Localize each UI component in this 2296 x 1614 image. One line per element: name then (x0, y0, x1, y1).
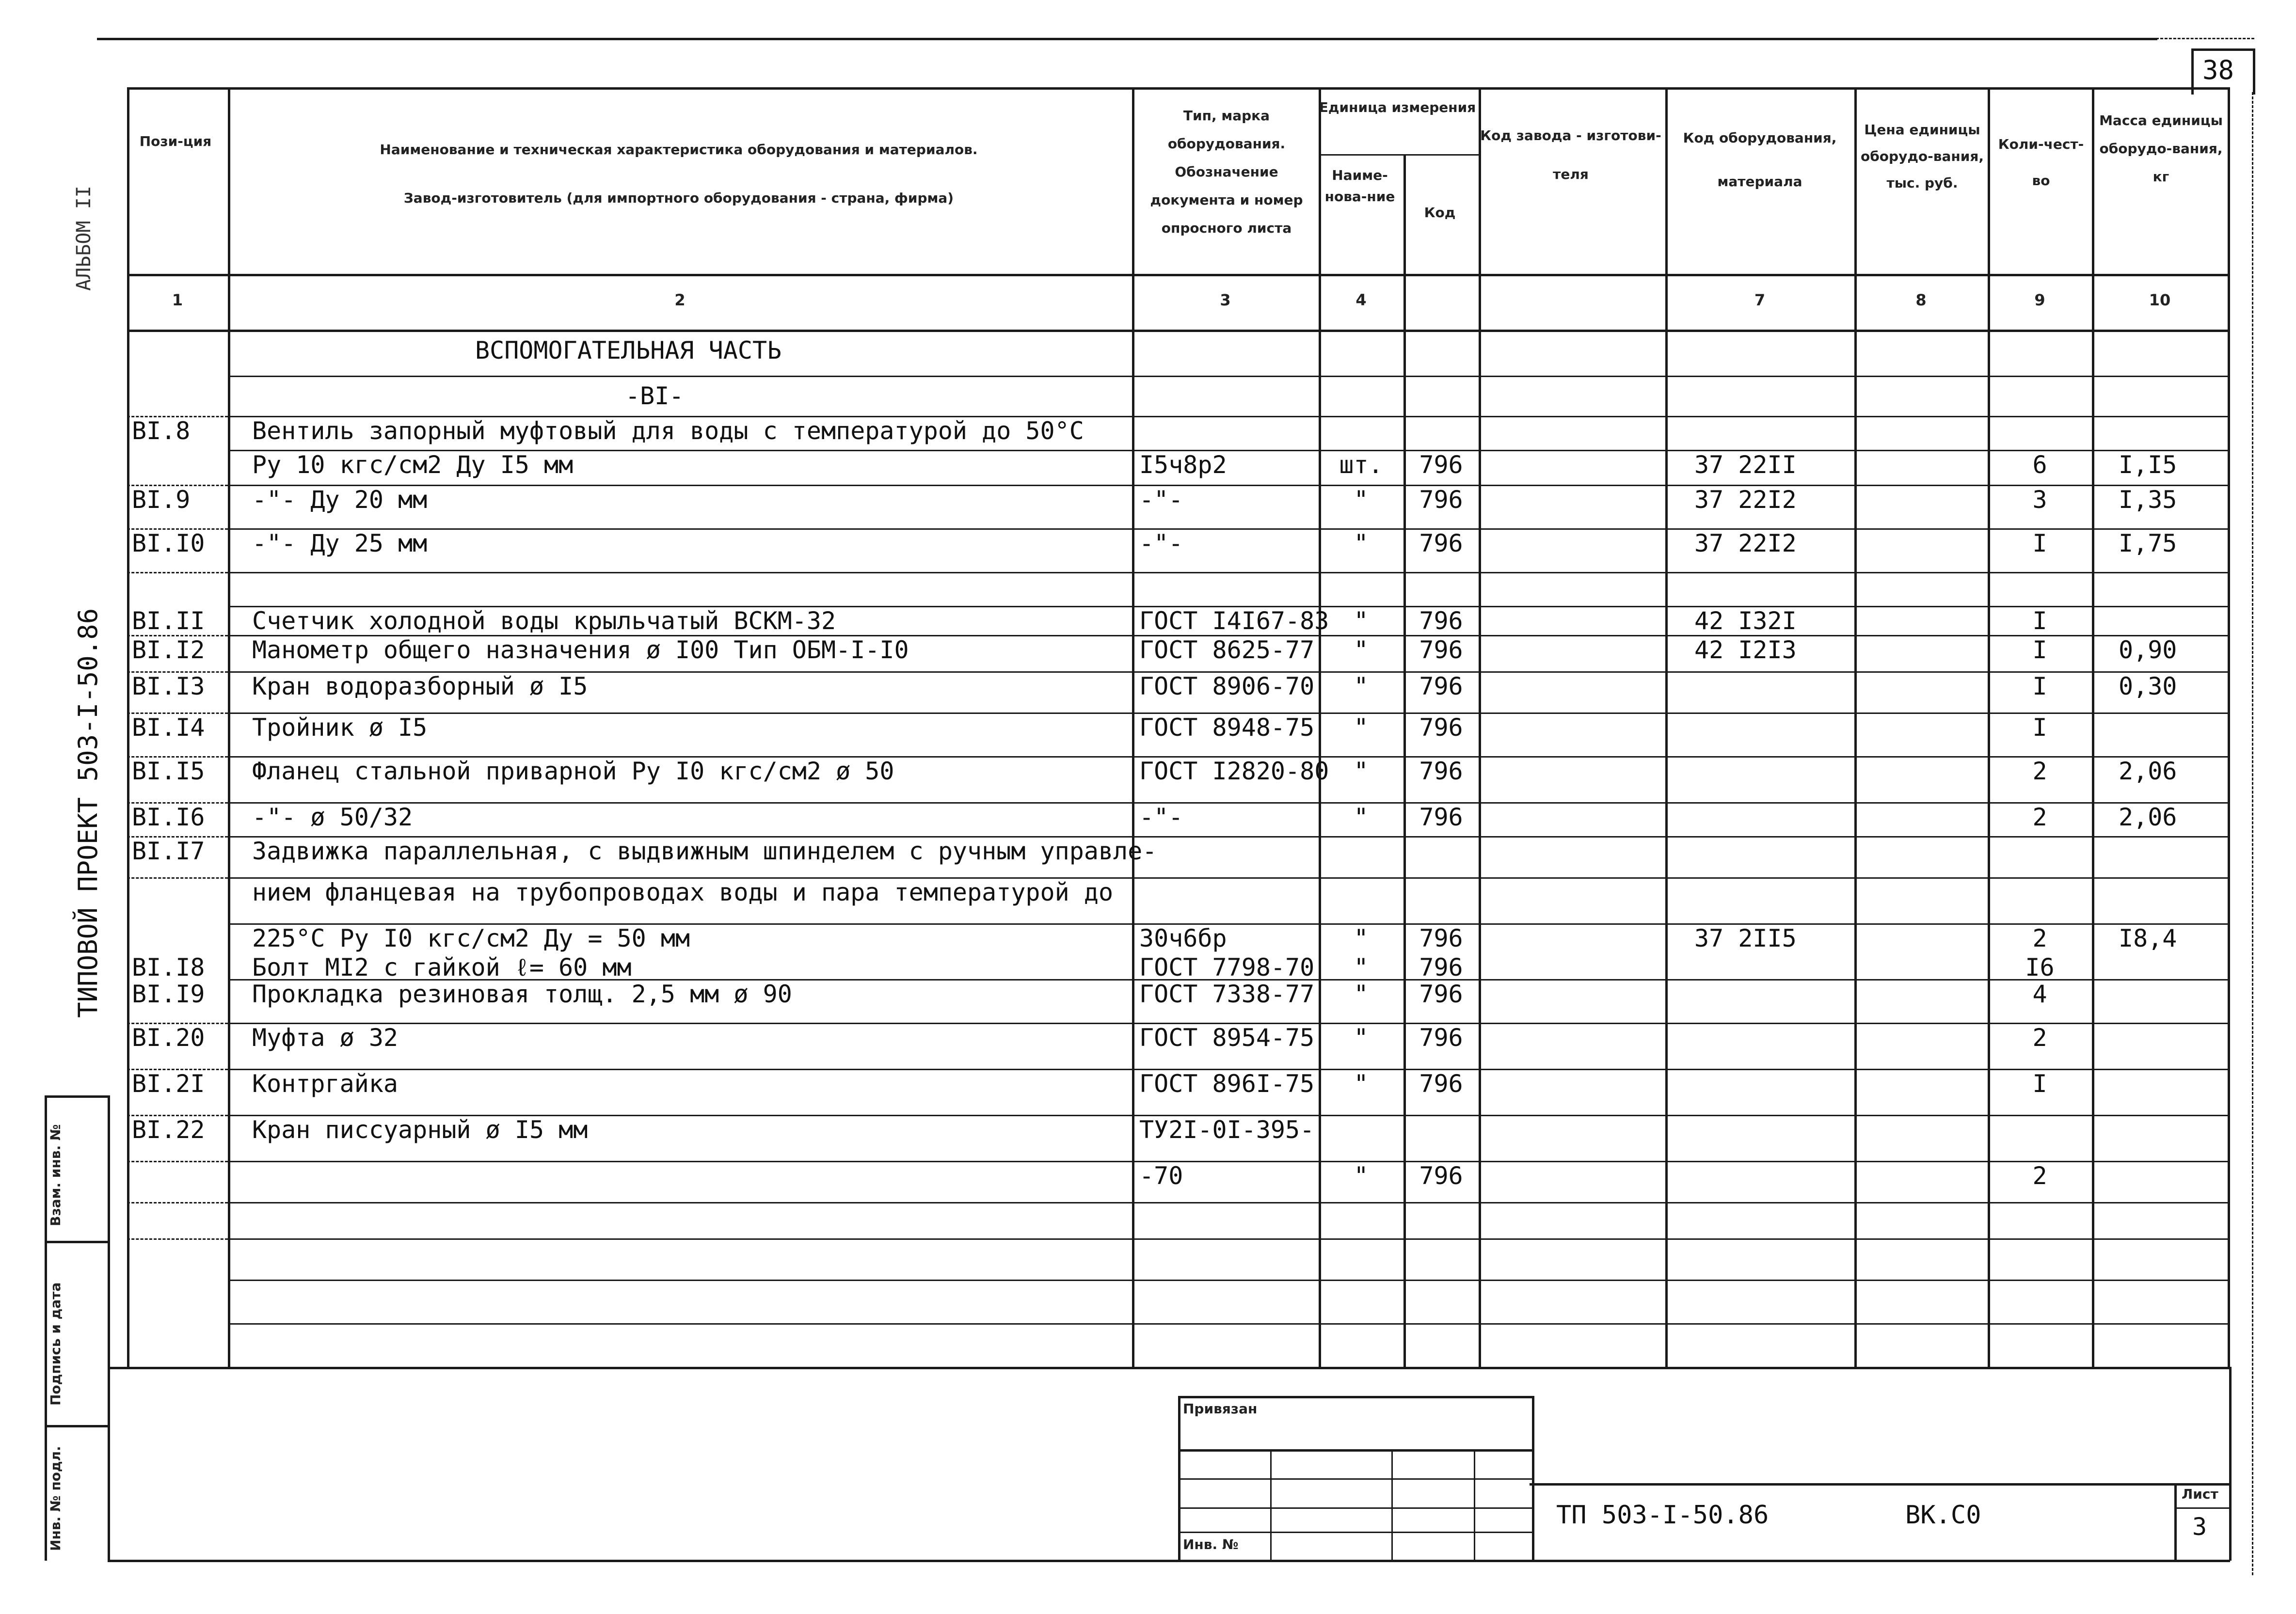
side-strip-left (45, 1095, 47, 1561)
position-cell: ВI.22 (132, 1116, 205, 1144)
document-mark: ВК.С0 (1905, 1501, 1981, 1530)
unit-cell: " (1354, 486, 1369, 514)
side-label-podpis: Подпись и дата (48, 1282, 64, 1406)
unit-cell: " (1354, 1162, 1369, 1190)
type-cell: ГОСТ I2820-80 (1139, 757, 1329, 785)
unit-code-cell: 796 (1419, 486, 1463, 514)
unit-code-cell: 796 (1419, 607, 1463, 635)
name-cell: Тройник ø I5 (252, 713, 428, 742)
name-cell: -"- ø 50/32 (252, 803, 413, 831)
unit-group-divider (1319, 154, 1479, 156)
row-border (228, 485, 2229, 486)
priv-line-3 (1178, 1507, 1532, 1509)
column-number: 4 (1355, 291, 1367, 309)
header-unit-name: Наиме-нова-ние (1324, 167, 1395, 205)
quantity-cell: I (2032, 607, 2047, 635)
unit-code-cell: 796 (1419, 980, 1463, 1008)
position-cell: ВI.I2 (132, 636, 205, 664)
right-edge-dashed (2252, 92, 2253, 1575)
tb-code-line (1530, 1483, 2230, 1486)
priv-line-1 (1178, 1449, 1532, 1452)
unit-cell: " (1354, 636, 1369, 664)
unit-code-cell: 796 (1419, 757, 1463, 785)
side-label-inv-podl: Инв. № подл. (48, 1446, 64, 1551)
row-border (228, 376, 2229, 377)
position-row-border (127, 1238, 228, 1240)
name-cell: -"- Ду 25 мм (252, 529, 428, 557)
name-cell: Прокладка резиновая толщ. 2,5 мм ø 90 (252, 980, 792, 1008)
equipment-code-cell: 37 2II5 (1694, 924, 1797, 952)
type-cell: ГОСТ 8906-70 (1139, 672, 1315, 700)
mass-cell: I,I5 (2119, 451, 2177, 479)
quantity-cell: I (2032, 636, 2047, 664)
name-cell: Счетчик холодной воды крыльчатый ВСКМ-32 (252, 607, 836, 635)
position-row-border (127, 572, 228, 573)
column-number: 2 (674, 291, 686, 309)
type-cell: ГОСТ 8954-75 (1139, 1024, 1315, 1052)
quantity-cell: 2 (2032, 757, 2047, 785)
column-border (2228, 87, 2230, 1367)
type-cell: ГОСТ 7798-70 (1139, 953, 1315, 981)
column-border (1665, 87, 1668, 1367)
row-border (228, 1280, 2229, 1281)
position-cell: ВI.I5 (132, 757, 205, 785)
unit-cell: " (1354, 924, 1369, 952)
name-cell: Муфта ø 32 (252, 1024, 399, 1052)
name-cell: Ру 10 кгс/см2 Ду I5 мм (252, 451, 574, 479)
header-position: Пози-ция (139, 133, 212, 149)
type-cell: ГОСТ 8625-77 (1139, 636, 1315, 664)
mass-cell: 2,06 (2119, 757, 2177, 785)
priv-vline-3 (1474, 1449, 1475, 1560)
header-name-line1: Наименование и техническая характеристика оборудования и материалов. (380, 142, 978, 158)
equipment-code-cell: 42 I2I3 (1694, 636, 1797, 664)
column-border (1132, 87, 1134, 1367)
name-cell: 225°С Ру I0 кгс/см2 Ду = 50 мм (252, 924, 690, 952)
quantity-cell: 2 (2032, 1162, 2047, 1190)
unit-code-cell: 796 (1419, 1024, 1463, 1052)
position-row-border (127, 877, 228, 879)
unit-code-cell: 796 (1419, 713, 1463, 742)
unit-cell: " (1354, 980, 1369, 1008)
unit-code-cell: 796 (1419, 451, 1463, 479)
type-cell: -"- (1139, 803, 1183, 831)
unit-cell: " (1354, 607, 1369, 635)
inv-number-label: Инв. № (1183, 1536, 1239, 1552)
position-cell: ВI.9 (132, 486, 191, 514)
side-label-album: АЛЬБОМ II (73, 186, 95, 291)
column-border (228, 87, 230, 1367)
type-cell: ТУ2I-0I-395- (1139, 1116, 1315, 1144)
side-strip-div-3 (45, 1425, 110, 1427)
mass-cell: I,35 (2119, 486, 2177, 514)
sheet-number: 3 (2192, 1513, 2207, 1541)
unit-cell: " (1354, 529, 1369, 557)
column-number: 9 (2034, 291, 2045, 309)
row-border (228, 1323, 2229, 1325)
header-type: Тип, марка оборудования. Обозначение документа и номер опросного листа (1150, 108, 1303, 236)
side-strip-right (108, 1095, 110, 1561)
side-label-vzam: Взам. инв. № (48, 1124, 64, 1226)
type-cell: -"- (1139, 486, 1183, 514)
column-border (1854, 87, 1857, 1367)
row-border (228, 1238, 2229, 1240)
name-cell: Фланец стальной приварной Ру I0 кгс/см2 ø 50 (252, 757, 894, 785)
quantity-cell: I (2032, 713, 2047, 742)
quantity-cell: 6 (2032, 451, 2047, 479)
unit-cell: шт. (1339, 451, 1383, 479)
name-cell: Кран писсуарный ø I5 мм (252, 1116, 588, 1144)
position-cell: ВI.I4 (132, 713, 205, 742)
header-equipment-code: Код оборудования, материала (1683, 130, 1837, 190)
row-border (228, 572, 2229, 573)
unit-cell: " (1354, 953, 1369, 981)
position-cell: ВI.8 (132, 417, 191, 445)
position-cell: ВI.II (132, 607, 205, 635)
mass-cell: 2,06 (2119, 803, 2177, 831)
quantity-cell: 2 (2032, 1024, 2047, 1052)
section-title: ВСПОМОГАТЕЛЬНАЯ ЧАСТЬ (475, 336, 782, 364)
type-cell: ГОСТ I4I67-83 (1139, 607, 1329, 635)
header-bottom-border (127, 274, 2229, 276)
type-cell: ГОСТ 8948-75 (1139, 713, 1315, 742)
priv-line-4 (1178, 1532, 1532, 1533)
row-border (228, 802, 2229, 804)
name-cell: Вентиль запорный муфтовый для воды с температурой до 50°С (252, 417, 1084, 445)
position-cell: ВI.I7 (132, 837, 205, 865)
header-plant-code: Код завода - изготови-теля (1480, 127, 1661, 182)
column-border (1479, 87, 1481, 1367)
tb-right-border (2229, 1367, 2232, 1561)
name-cell: нием фланцевая на трубопроводах воды и пара температурой до (252, 878, 1114, 906)
sheet-box-left (2174, 1483, 2177, 1561)
unit-cell: " (1354, 757, 1369, 785)
unit-code-cell: 796 (1419, 529, 1463, 557)
title-block-top (108, 1367, 2230, 1369)
position-row-border (127, 1202, 228, 1203)
priv-vline-2 (1391, 1449, 1393, 1560)
column-number: 7 (1754, 291, 1766, 309)
tb-bottom-border (108, 1560, 2230, 1562)
unit-cell: " (1354, 1024, 1369, 1052)
header-quantity: Коли-чест-во (1998, 136, 2084, 189)
column-border (127, 87, 129, 1367)
name-cell: Кран водоразборный ø I5 (252, 672, 588, 700)
header-mass: Масса единицы оборудо-вания, кг (2099, 112, 2223, 185)
quantity-cell: 2 (2032, 924, 2047, 952)
position-cell: ВI.I3 (132, 672, 205, 700)
header-name-line2: Завод-изготовитель (для импортного оборудования - страна, фирма) (403, 190, 954, 206)
position-cell: ВI.I0 (132, 529, 205, 557)
side-label-project: ТИПОВОЙ ПРОЕКТ 503-I-50.86 (73, 608, 103, 1018)
sheet-box-divider (2174, 1507, 2230, 1509)
position-cell: ВI.20 (132, 1024, 205, 1052)
header-unit-code: Код (1424, 205, 1456, 221)
mass-cell: 0,90 (2119, 636, 2177, 664)
position-cell: ВI.I9 (132, 980, 205, 1008)
unit-code-cell: 796 (1419, 803, 1463, 831)
quantity-cell: I (2032, 672, 2047, 700)
top-rule (97, 38, 2157, 40)
top-rule-dashed (2060, 38, 2254, 39)
name-cell: Задвижка параллельная, с выдвижным шпинделем с ручным управле- (252, 837, 1157, 865)
unit-cell: " (1354, 713, 1369, 742)
quantity-cell: 2 (2032, 803, 2047, 831)
subsection-title: -ВI- (625, 382, 684, 410)
type-cell: -"- (1139, 529, 1183, 557)
quantity-cell: I6 (2025, 953, 2055, 981)
position-cell: ВI.I6 (132, 803, 205, 831)
row-border (228, 528, 2229, 530)
unit-code-cell: 796 (1419, 1162, 1463, 1190)
privyazan-label: Привязан (1183, 1401, 1258, 1417)
column-number: 8 (1915, 291, 1927, 309)
position-row-border (127, 1161, 228, 1162)
name-cell: Манометр общего назначения ø I00 Тип ОБМ-I-I0 (252, 636, 909, 664)
mass-cell: 0,30 (2119, 672, 2177, 700)
unit-cell: " (1354, 1070, 1369, 1098)
row-border (228, 1202, 2229, 1203)
table-top-border (127, 87, 2229, 90)
name-cell: -"- Ду 20 мм (252, 486, 428, 514)
document-code: ТП 503-I-50.86 (1556, 1501, 1769, 1530)
equipment-code-cell: 42 I32I (1694, 607, 1797, 635)
unit-code-cell: 796 (1419, 672, 1463, 700)
unit-cell: " (1354, 803, 1369, 831)
type-cell: ГОСТ 896I-75 (1139, 1070, 1315, 1098)
corner-sheet-number: 38 (2202, 55, 2234, 85)
mass-cell: I,75 (2119, 529, 2177, 557)
side-strip-div-1 (45, 1095, 110, 1098)
quantity-cell: I (2032, 1070, 2047, 1098)
equipment-code-cell: 37 22I2 (1694, 486, 1797, 514)
equipment-code-cell: 37 22I2 (1694, 529, 1797, 557)
unit-code-cell: 796 (1419, 1070, 1463, 1098)
row-border (228, 1161, 2229, 1162)
column-number: 1 (172, 291, 183, 309)
sheet-label: Лист (2182, 1486, 2218, 1502)
header-unit-group: Единица измерения (1319, 99, 1476, 115)
name-cell: Болт МI2 с гайкой ℓ= 60 мм (252, 953, 632, 981)
equipment-code-cell: 37 22II (1694, 451, 1797, 479)
priv-line-2 (1178, 1478, 1532, 1480)
type-cell: ГОСТ 7338-77 (1139, 980, 1315, 1008)
type-cell: I5ч8р2 (1139, 451, 1227, 479)
header-price: Цена единицы оборудо-вания, тыс. руб. (1861, 122, 1984, 191)
mass-cell: I8,4 (2119, 924, 2177, 952)
column-border (2092, 87, 2094, 1367)
quantity-cell: I (2032, 529, 2047, 557)
position-cell: ВI.I8 (132, 953, 205, 981)
colnum-bottom-border (127, 330, 2229, 332)
unit-code-cell: 796 (1419, 636, 1463, 664)
priv-vline-1 (1270, 1449, 1272, 1560)
quantity-cell: 4 (2032, 980, 2047, 1008)
type-cell: 30ч6бр (1139, 924, 1227, 952)
unit-code-cell: 796 (1419, 924, 1463, 952)
side-strip-div-2 (45, 1241, 110, 1243)
unit-cell: " (1354, 672, 1369, 700)
position-cell: ВI.2I (132, 1070, 205, 1098)
column-number: 3 (1220, 291, 1231, 309)
type-cell: -70 (1139, 1162, 1183, 1190)
name-cell: Контргайка (252, 1070, 399, 1098)
column-number: 10 (2149, 291, 2171, 309)
quantity-cell: 3 (2032, 486, 2047, 514)
unit-code-cell: 796 (1419, 953, 1463, 981)
